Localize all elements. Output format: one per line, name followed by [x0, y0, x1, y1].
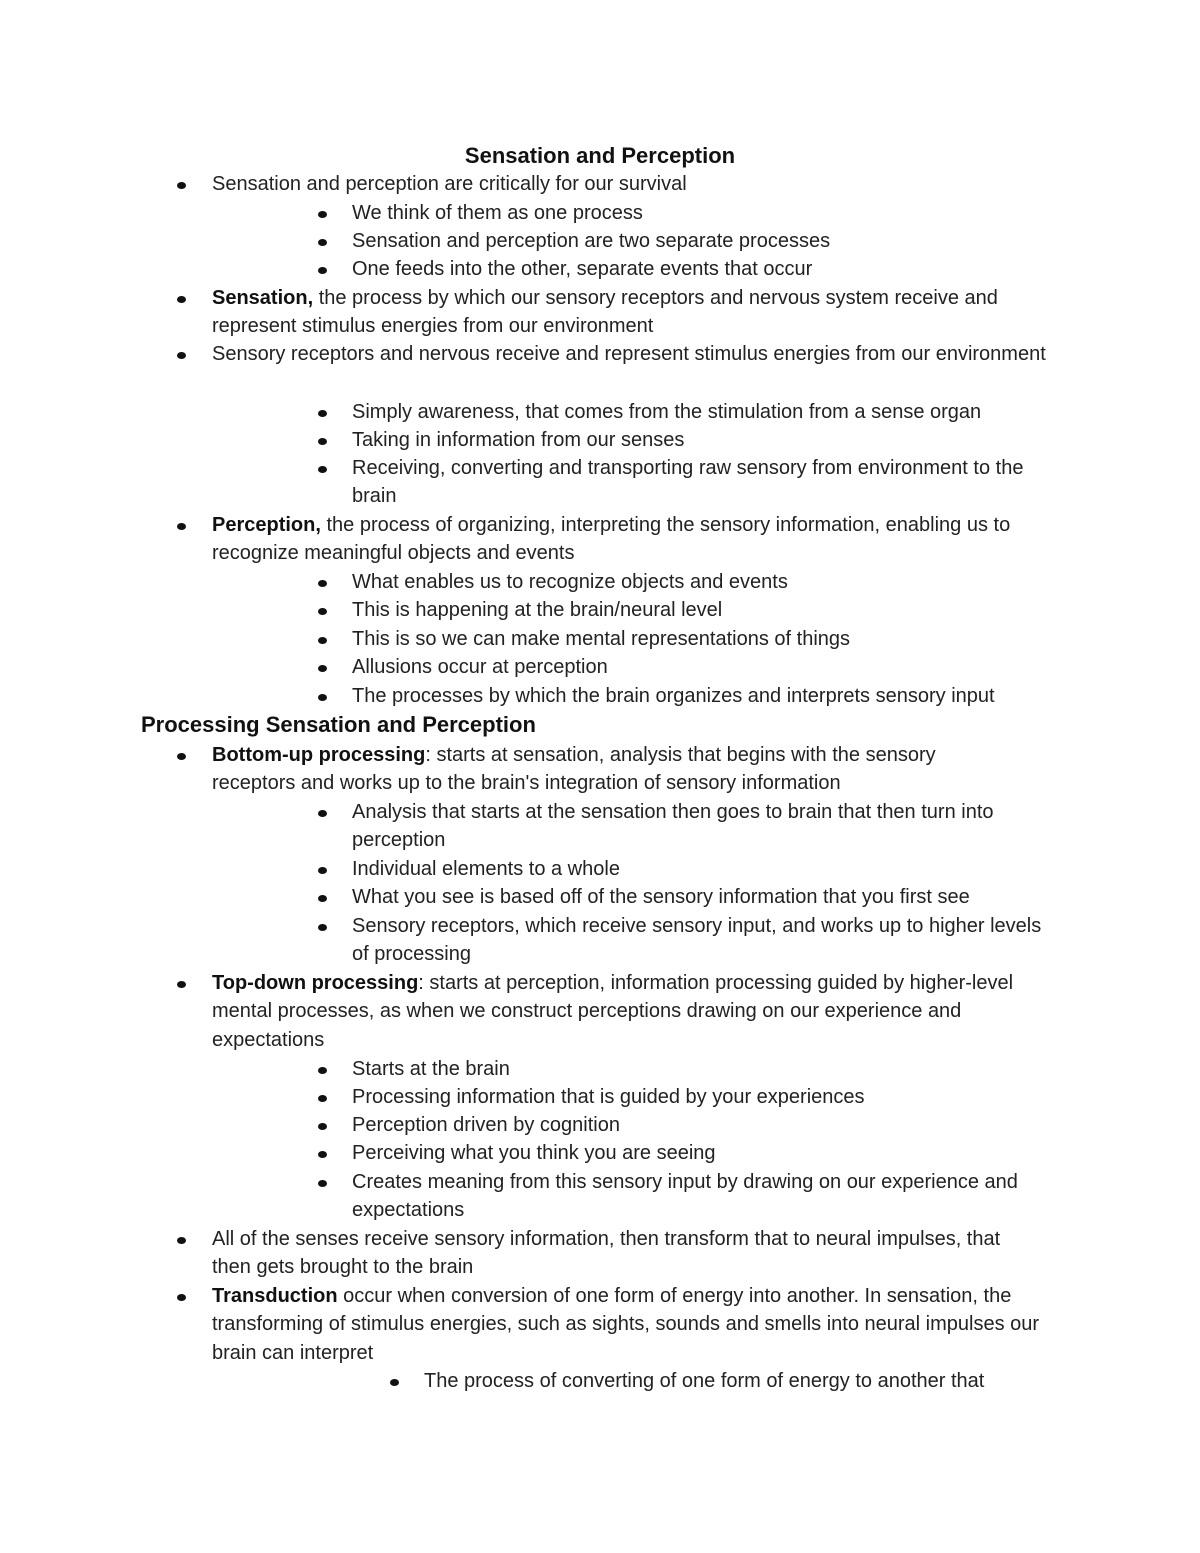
list-item: Perceiving what you think you are seeing [352, 1142, 716, 1164]
list-item: Sensory receptors, which receive sensory input, and works up to higher levels of processing [352, 915, 1042, 966]
section-heading: Processing Sensation and Perception [141, 712, 536, 737]
list-item: Allusions occur at perception [352, 656, 608, 678]
list-item: This is happening at the brain/neural level [352, 599, 723, 621]
bullet-icon [318, 1067, 327, 1074]
bullet-icon [318, 438, 327, 445]
list-item: Simply awareness, that comes from the stimulation from a sense organ [352, 401, 982, 423]
bullet-icon [318, 239, 327, 246]
bullet-icon [390, 1379, 399, 1386]
bullet-icon [318, 267, 327, 274]
bullet-icon [177, 296, 186, 303]
definition-text: the process of organizing, interpreting the sensory information, enabling us to recognize meaningful objects and events [212, 514, 1011, 565]
bullet-icon [177, 352, 186, 359]
bullet-icon [318, 1123, 327, 1130]
list-item [212, 741, 1012, 798]
list-item: Processing information that is guided by your experiences [352, 1086, 865, 1108]
bullet-icon [318, 466, 327, 473]
term-perception: Perception, [212, 514, 321, 536]
bullet-icon [318, 895, 327, 902]
bullet-icon [318, 924, 327, 931]
list-item [212, 511, 1092, 568]
definition-text: : starts at sensation, analysis that begins with the sensory receptors and works up to the brain's integration of sensory information [212, 744, 936, 795]
term-transduction: Transduction [212, 1285, 338, 1307]
list-item: Sensation and perception are two separate processes [352, 230, 831, 252]
bullet-icon [318, 410, 327, 417]
term-bottom-up: Bottom-up processing [212, 744, 426, 766]
list-item [212, 1282, 1052, 1367]
definition-text: the process by which our sensory receptors and nervous system receive and represent stimulus energies from our environment [212, 287, 998, 338]
list-item: The process of converting of one form of energy to another that [424, 1370, 985, 1392]
list-item: Creates meaning from this sensory input by drawing on our experience and expectations [352, 1171, 1018, 1222]
term-top-down: Top-down processing [212, 972, 419, 994]
bullet-icon [318, 637, 327, 644]
definition-text: occur when conversion of one form of energy into another. In sensation, the transforming of stimulus energies, such as sights, sounds and smells into neural impulses our brain can interpret [212, 1285, 1040, 1364]
bullet-icon [318, 810, 327, 817]
bullet-icon [177, 981, 186, 988]
page-title: Sensation and Perception [464, 143, 736, 168]
list-item [212, 284, 1072, 341]
bullet-icon [318, 867, 327, 874]
bullet-icon [318, 1151, 327, 1158]
list-item: What you see is based off of the sensory information that you first see [352, 886, 970, 908]
bullet-icon [318, 211, 327, 218]
bullet-icon [318, 1095, 327, 1102]
bullet-icon [318, 580, 327, 587]
bullet-icon [318, 608, 327, 615]
list-item: All of the senses receive sensory information, then transform that to neural impulses, that then gets brought to the brain [212, 1228, 1001, 1279]
list-item: Starts at the brain [352, 1058, 510, 1080]
bullet-icon [177, 1294, 186, 1301]
list-item: What enables us to recognize objects and events [352, 571, 788, 593]
list-item: Taking in information from our senses [352, 429, 685, 451]
list-item: Sensation and perception are critically for our survival [212, 173, 687, 195]
bullet-icon [177, 1237, 186, 1244]
bullet-icon [318, 665, 327, 672]
bullet-icon [177, 182, 186, 189]
list-item: Perception driven by cognition [352, 1114, 620, 1136]
list-item: Sensory receptors and nervous receive and represent stimulus energies from our environment [212, 343, 1046, 365]
term-sensation: Sensation, [212, 287, 314, 309]
list-item: This is so we can make mental representations of things [352, 628, 851, 650]
bullet-icon [177, 753, 186, 760]
list-item: One feeds into the other, separate events that occur [352, 258, 813, 280]
list-item: The processes by which the brain organizes and interprets sensory input [352, 685, 995, 707]
bullet-icon [318, 1180, 327, 1187]
list-item: Analysis that starts at the sensation then goes to brain that then turn into perception [352, 801, 994, 852]
list-item: Individual elements to a whole [352, 858, 620, 880]
bullet-icon [177, 523, 186, 530]
definition-text: : starts at perception, information processing guided by higher-level mental processes, as when we construct perceptions drawing on our experience and expectations [212, 972, 1014, 1051]
list-item [212, 969, 1042, 1054]
bullet-icon [318, 694, 327, 701]
list-item: Receiving, converting and transporting raw sensory from environment to the brain [352, 457, 1024, 508]
list-item: We think of them as one process [352, 202, 643, 224]
